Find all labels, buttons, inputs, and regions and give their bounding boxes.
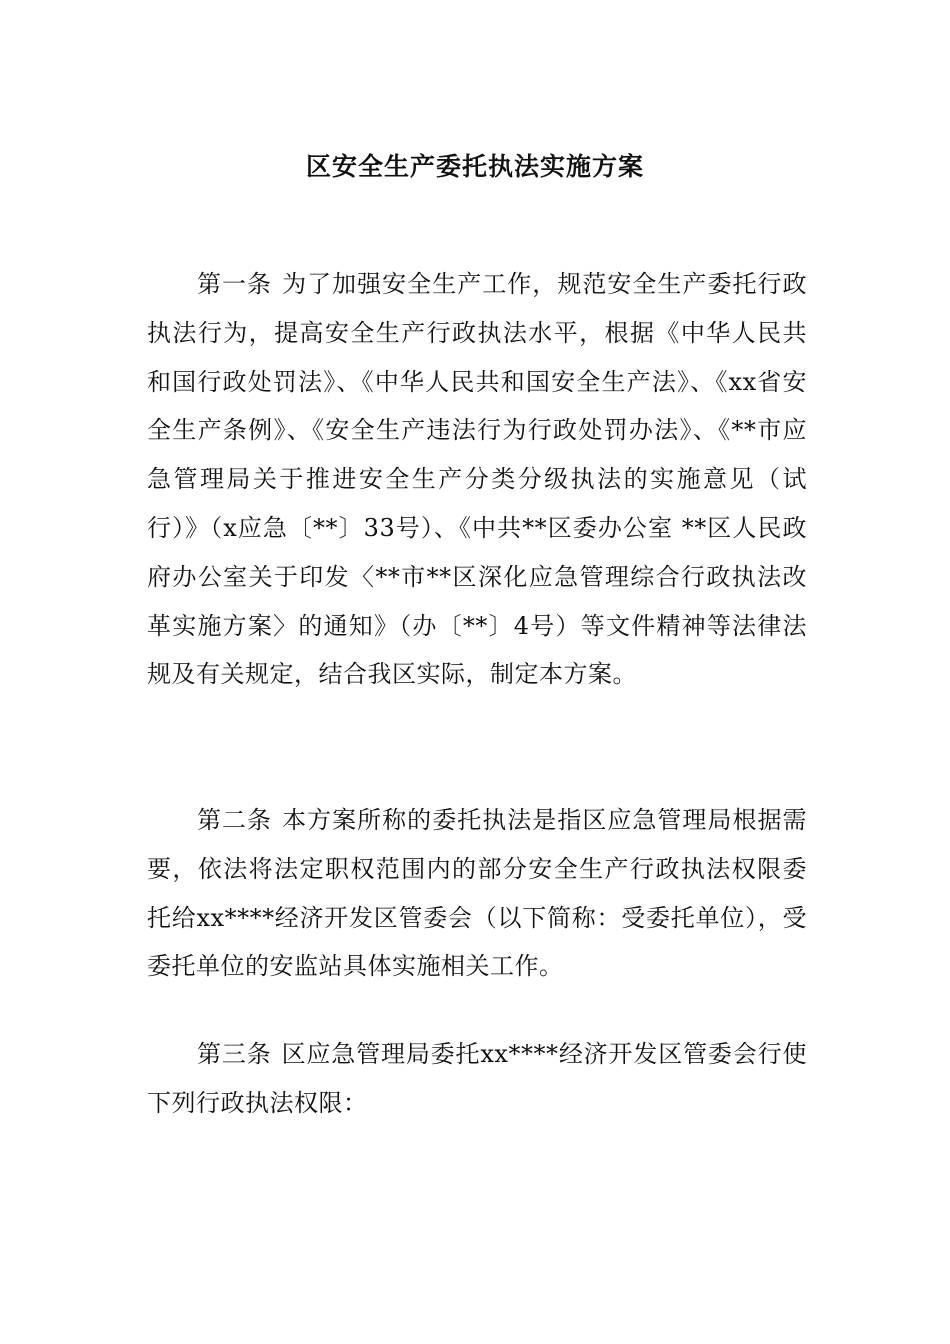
clause-paragraph-1 [147,260,807,699]
clause-text-2: 本方案所称的委托执法是指区应急管理局根据需要，依法将法定职权范围内的部分安全生产行政执法权限委托给xx****经济开发区管委会（以下简称：受委托单位），受委托单位的安监站具体实施相关工作。 [147,806,808,981]
clause-label-2: 第二条 [197,806,273,834]
clause-text-3: 区应急管理局委托xx****经济开发区管委会行使下列行政执法权限： [147,1040,807,1117]
document-title: 区安全生产委托执法实施方案 [305,151,644,181]
clause-paragraph-3 [147,1030,807,1128]
clause-label-1: 第一条 [197,270,273,298]
clause-paragraph-2 [147,796,807,991]
clause-label-3: 第三条 [197,1040,272,1068]
clause-text-1: 为了加强安全生产工作，规范安全生产委托行政执法行为，提高安全生产行政执法水平，根据《中华人民共和国行政处罚法》、《中华人民共和国安全生产法》、《xx省安全生产条例》、《安全生产违法行为行政处罚办法》、《**市应急管理局关于推进安全生产分类分级执法的实施意见（试行）》（x应急〔**〕33号）、《中共**区委办公室 **区人民政府办公室关于印发〈**市**区深化应急管理综合行政执法改革实施方案〉的通知》（办〔**〕4号）等文件精神等法律法规及有关规定，结合我区实际，制定本方案。 [147,270,808,689]
